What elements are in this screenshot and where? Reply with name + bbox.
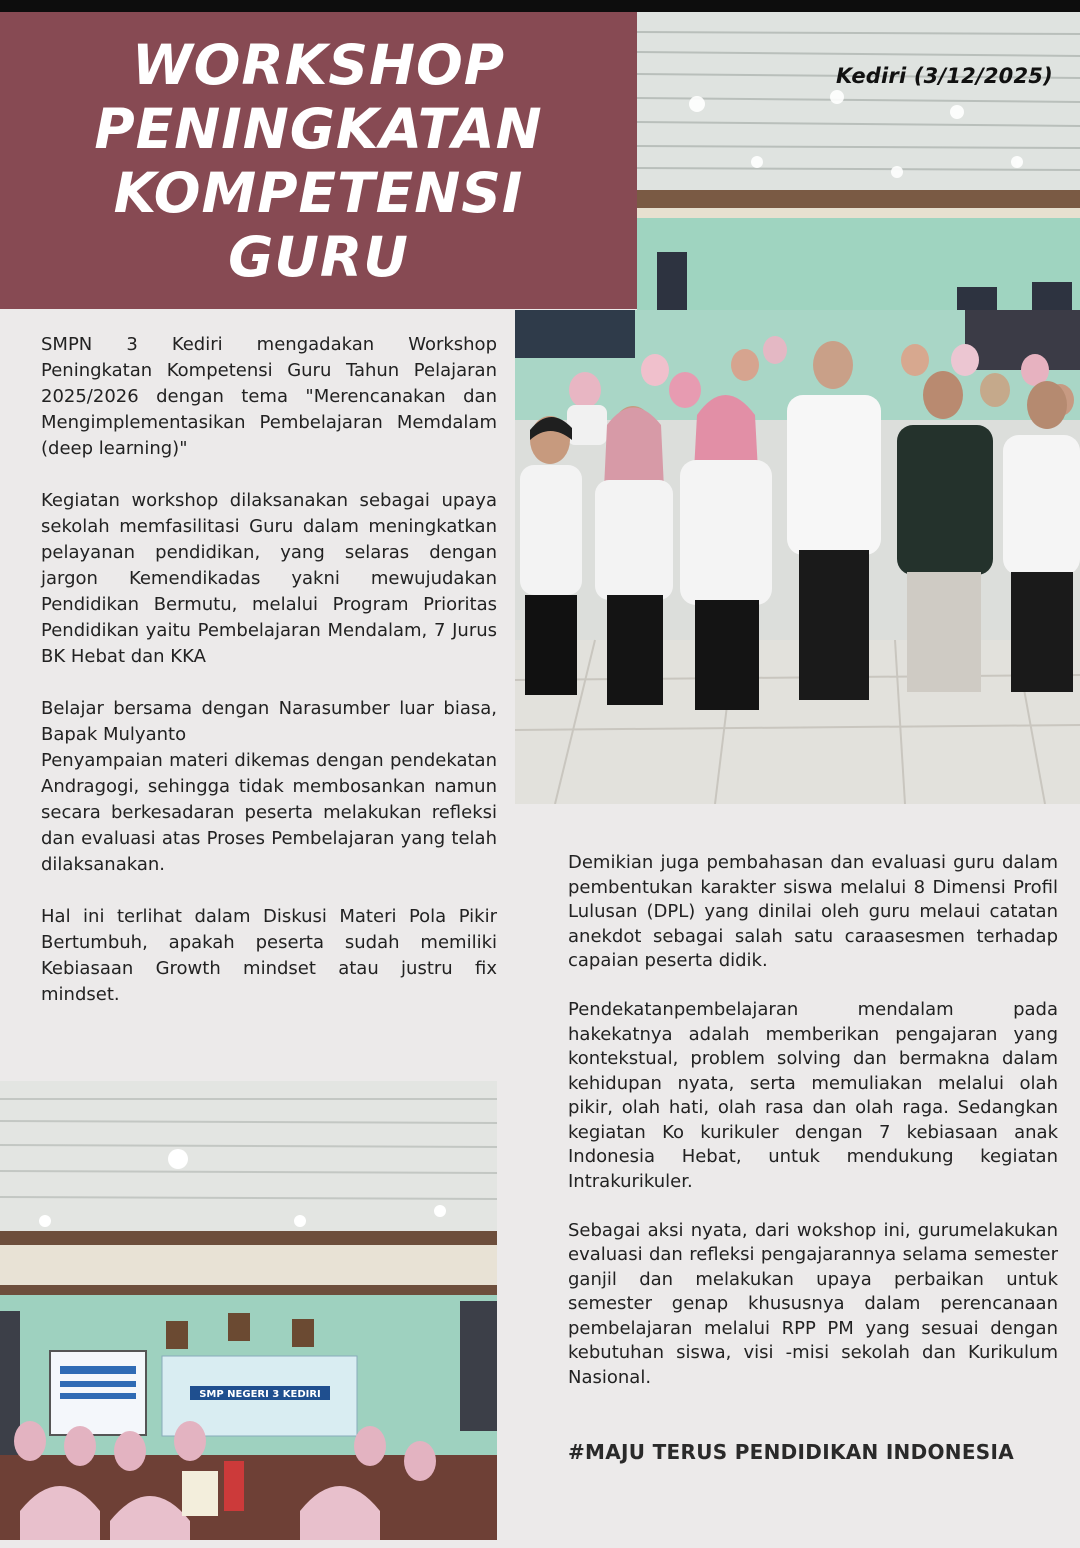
classroom-photo xyxy=(0,1081,497,1540)
group-photo-top xyxy=(637,12,1080,310)
left-paragraph-1: SMPN 3 Kediri mengadakan Workshop Peningkatan Kompetensi Guru Tahun Pelajaran 2025/2026 dengan tema "Merencanakan dan Mengimplementasikan Pembelajaran Memdalam (deep learning)" xyxy=(41,334,497,459)
left-paragraph-2: Kegiatan workshop dilaksanakan sebagai upaya sekolah memfasilitasi Guru dalam meningkatkan pelayanan pendidikan, yang selaras dengan jargon Kemendikadas yakni mewujudakan Pendidikan Bermutu, melalui Program Prioritas Pendidikan yaitu Pembelajaran Mendalam, 7 Jurus BK Hebat dan KKA xyxy=(41,490,497,667)
left-paragraph-4: Penyampaian materi dikemas dengan pendekatan Andragogi, sehingga tidak membosankan namun secara berkesadaran peserta melakukan refleksi dan evaluasi atas Proses Pembelajaran yang telah dilaksanakan. xyxy=(41,750,497,875)
right-column xyxy=(568,851,1058,1415)
title-line-1: WORKSHOP xyxy=(131,32,506,97)
right-paragraph-3: Sebagai aksi nyata, dari wokshop ini, gurumelakukan evaluasi dan refleksi pengajarannya selama semester ganjil dan melakukan upaya perbaikan untuk semester genap khususnya dalam perencanaan pembelajaran melalui RPP PM yang sesuai dengan kebutuhan siswa, visi -misi sekolah dan Kurikulum Nasional. xyxy=(568,1219,1058,1388)
banner-title: SMP NEGERI 3 KEDIRI xyxy=(199,1389,321,1400)
left-column xyxy=(41,332,497,1034)
title-line-3: KOMPETENSI xyxy=(113,160,524,225)
title-line-4: GURU xyxy=(228,224,409,289)
group-photo xyxy=(515,310,1080,804)
right-paragraph-1: Demikian juga pembahasan dan evaluasi guru dalam pembentukan karakter siswa melalui 8 Dimensi Profil Lulusan (DPL) yang dinilai oleh guru melaui catatan anekdot sebagai salah satu caraasesmen terhadap capaian peserta didik. xyxy=(568,852,1058,971)
hashtag: #MAJU TERUS PENDIDIKAN INDONESIA xyxy=(568,1440,1015,1464)
top-border xyxy=(0,0,1080,12)
title-line-2: PENINGKATAN xyxy=(94,96,543,161)
left-paragraph-5: Hal ini terlihat dalam Diskusi Materi Pola Pikir Bertumbuh, apakah peserta sudah memiliki Kebiasaan Growth mindset atau justru fix mindset. xyxy=(41,906,497,1005)
date-location: Kediri (3/12/2025) xyxy=(836,64,1053,88)
right-paragraph-2: Pendekatanpembelajaran mendalam pada hakekatnya adalah memberikan pengajaran yang kontekstual, problem solving dan bermakna dalam kehidupan nyata, serta memuliakan melalui olah pikir, olah hati, olah rasa dan olah raga. Sedangkan kegiatan Ko kurikuler dengan 7 kebiasaan anak Indonesia Hebat, untuk mendukung kegiatan Intrakurikuler. xyxy=(568,999,1058,1192)
title-banner xyxy=(0,12,637,309)
left-paragraph-3: Belajar bersama dengan Narasumber luar biasa, Bapak Mulyanto xyxy=(41,698,497,745)
